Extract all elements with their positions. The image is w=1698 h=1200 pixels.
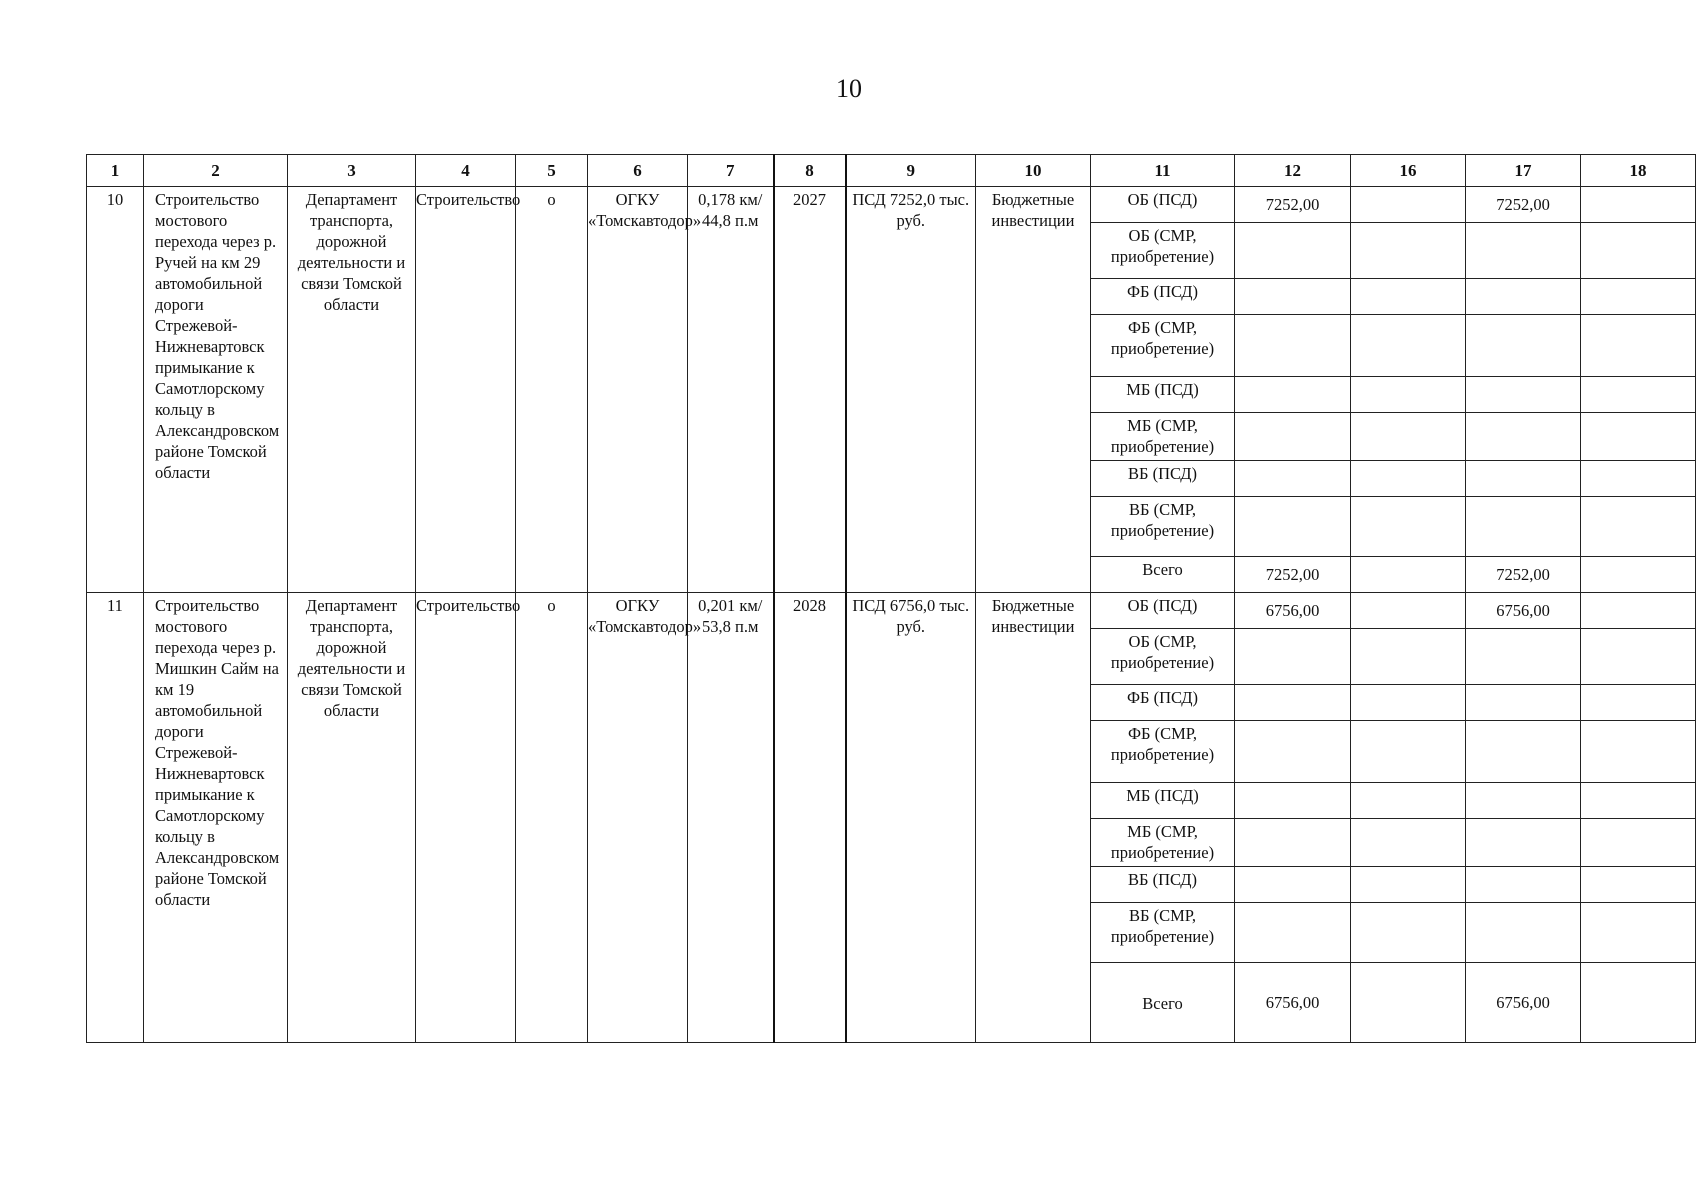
amount-c12: 7252,00	[1235, 187, 1351, 223]
header-cell: 7	[688, 155, 774, 187]
amount-c16	[1351, 279, 1466, 315]
amount-c17: 7252,00	[1466, 557, 1581, 593]
amount-c17: 6756,00	[1466, 593, 1581, 629]
funding-source-label: МБ (СМР, приобретение)	[1091, 413, 1235, 461]
amount-c12	[1235, 819, 1351, 867]
amount-c17	[1466, 279, 1581, 315]
funding-source-label: ОБ (СМР, приобретение)	[1091, 223, 1235, 279]
amount-c16	[1351, 461, 1466, 497]
header-cell: 1	[87, 155, 144, 187]
amount-c12	[1235, 721, 1351, 783]
amount-c17: 7252,00	[1466, 187, 1581, 223]
capacity: 0,201 км/ 53,8 п.м	[688, 593, 774, 1043]
funding-source-label: ФБ (СМР, приобретение)	[1091, 315, 1235, 377]
amount-c18	[1581, 413, 1696, 461]
amount-c16	[1351, 377, 1466, 413]
header-cell: 9	[846, 155, 976, 187]
header-cell: 2	[144, 155, 288, 187]
amount-c17	[1466, 497, 1581, 557]
header-cell: 18	[1581, 155, 1696, 187]
amount-c12	[1235, 783, 1351, 819]
funding-source-label: ВБ (ПСД)	[1091, 867, 1235, 903]
amount-c18	[1581, 461, 1696, 497]
cost: ПСД 6756,0 тыс. руб.	[846, 593, 976, 1043]
amount-c18	[1581, 315, 1696, 377]
amount-c17	[1466, 819, 1581, 867]
amount-c17	[1466, 461, 1581, 497]
header-cell: 11	[1091, 155, 1235, 187]
amount-c18	[1581, 279, 1696, 315]
amount-c17	[1466, 413, 1581, 461]
amount-c16	[1351, 903, 1466, 963]
funding-source-label: МБ (ПСД)	[1091, 783, 1235, 819]
executor: ОГКУ «Томскавтодор»	[588, 187, 688, 593]
header-cell: 8	[774, 155, 846, 187]
amount-c12: 6756,00	[1235, 593, 1351, 629]
amount-c18	[1581, 223, 1696, 279]
amount-c16	[1351, 315, 1466, 377]
amount-c12: 7252,00	[1235, 557, 1351, 593]
column-5-value: о	[516, 187, 588, 593]
customer: Департамент транспорта, дорожной деятельности и связи Томской области	[288, 187, 416, 593]
investment-form: Бюджетные инвестиции	[976, 187, 1091, 593]
amount-c16	[1351, 629, 1466, 685]
amount-c17	[1466, 685, 1581, 721]
amount-c18	[1581, 497, 1696, 557]
work-type: Строительство	[416, 593, 516, 1043]
funding-source-label: ОБ (ПСД)	[1091, 593, 1235, 629]
amount-c12	[1235, 315, 1351, 377]
amount-c17	[1466, 377, 1581, 413]
amount-c18	[1581, 867, 1696, 903]
header-cell: 6	[588, 155, 688, 187]
funding-source-label: ОБ (ПСД)	[1091, 187, 1235, 223]
funding-source-label: ВБ (СМР, приобретение)	[1091, 497, 1235, 557]
amount-c18	[1581, 963, 1696, 1043]
header-cell: 10	[976, 155, 1091, 187]
amount-c12	[1235, 223, 1351, 279]
funding-source-label: МБ (СМР, приобретение)	[1091, 819, 1235, 867]
amount-c17	[1466, 223, 1581, 279]
header-cell: 16	[1351, 155, 1466, 187]
amount-c18	[1581, 819, 1696, 867]
amount-c18	[1581, 593, 1696, 629]
customer: Департамент транспорта, дорожной деятельности и связи Томской области	[288, 593, 416, 1043]
object-name: Строительство мостового перехода через р. Ручей на км 29 автомобильной дороги Стрежевой-Нижневартовск примыкание к Самотлорскому кольцу в Александровском районе Томской области	[144, 187, 288, 593]
funding-source-label: Всего	[1091, 963, 1235, 1043]
amount-c18	[1581, 377, 1696, 413]
amount-c17: 6756,00	[1466, 963, 1581, 1043]
amount-c12	[1235, 867, 1351, 903]
amount-c12	[1235, 377, 1351, 413]
amount-c17	[1466, 783, 1581, 819]
amount-c12	[1235, 497, 1351, 557]
funding-source-label: ФБ (ПСД)	[1091, 685, 1235, 721]
amount-c16	[1351, 867, 1466, 903]
amount-c12	[1235, 279, 1351, 315]
amount-c18	[1581, 629, 1696, 685]
work-type: Строительство	[416, 187, 516, 593]
amount-c16	[1351, 963, 1466, 1043]
amount-c16	[1351, 413, 1466, 461]
cost: ПСД 7252,0 тыс. руб.	[846, 187, 976, 593]
amount-c16	[1351, 593, 1466, 629]
header-cell: 17	[1466, 155, 1581, 187]
amount-c18	[1581, 721, 1696, 783]
funding-source-label: МБ (ПСД)	[1091, 377, 1235, 413]
row-number: 10	[87, 187, 144, 593]
amount-c12	[1235, 413, 1351, 461]
year: 2027	[774, 187, 846, 593]
executor: ОГКУ «Томскавтодор»	[588, 593, 688, 1043]
amount-c16	[1351, 557, 1466, 593]
year: 2028	[774, 593, 846, 1043]
investment-form: Бюджетные инвестиции	[976, 593, 1091, 1043]
amount-c16	[1351, 721, 1466, 783]
funding-source-label: ВБ (СМР, приобретение)	[1091, 903, 1235, 963]
header-cell: 5	[516, 155, 588, 187]
amount-c17	[1466, 867, 1581, 903]
amount-c12: 6756,00	[1235, 963, 1351, 1043]
table-row	[87, 593, 1696, 629]
header-cell: 4	[416, 155, 516, 187]
investment-table	[86, 154, 1696, 1043]
amount-c16	[1351, 783, 1466, 819]
amount-c18	[1581, 557, 1696, 593]
amount-c16	[1351, 497, 1466, 557]
funding-source-label: ОБ (СМР, приобретение)	[1091, 629, 1235, 685]
header-cell: 3	[288, 155, 416, 187]
amount-c18	[1581, 685, 1696, 721]
amount-c18	[1581, 783, 1696, 819]
page-number: 10	[836, 74, 862, 103]
amount-c12	[1235, 685, 1351, 721]
amount-c18	[1581, 187, 1696, 223]
row-number: 11	[87, 593, 144, 1043]
amount-c17	[1466, 903, 1581, 963]
header-row	[87, 155, 1696, 187]
amount-c17	[1466, 721, 1581, 783]
funding-source-label: ФБ (ПСД)	[1091, 279, 1235, 315]
amount-c16	[1351, 819, 1466, 867]
header-cell: 12	[1235, 155, 1351, 187]
funding-source-label: Всего	[1091, 557, 1235, 593]
amount-c16	[1351, 685, 1466, 721]
capacity: 0,178 км/ 44,8 п.м	[688, 187, 774, 593]
amount-c17	[1466, 315, 1581, 377]
amount-c18	[1581, 903, 1696, 963]
amount-c16	[1351, 187, 1466, 223]
funding-source-label: ФБ (СМР, приобретение)	[1091, 721, 1235, 783]
amount-c16	[1351, 223, 1466, 279]
amount-c17	[1466, 629, 1581, 685]
table-row	[87, 187, 1696, 223]
amount-c12	[1235, 629, 1351, 685]
funding-source-label: ВБ (ПСД)	[1091, 461, 1235, 497]
object-name: Строительство мостового перехода через р. Мишкин Сайм на км 19 автомобильной дороги Стрежевой-Нижневартовск примыкание к Самотлорскому кольцу в Александровском районе Томской области	[144, 593, 288, 1043]
column-5-value: о	[516, 593, 588, 1043]
amount-c12	[1235, 461, 1351, 497]
amount-c12	[1235, 903, 1351, 963]
